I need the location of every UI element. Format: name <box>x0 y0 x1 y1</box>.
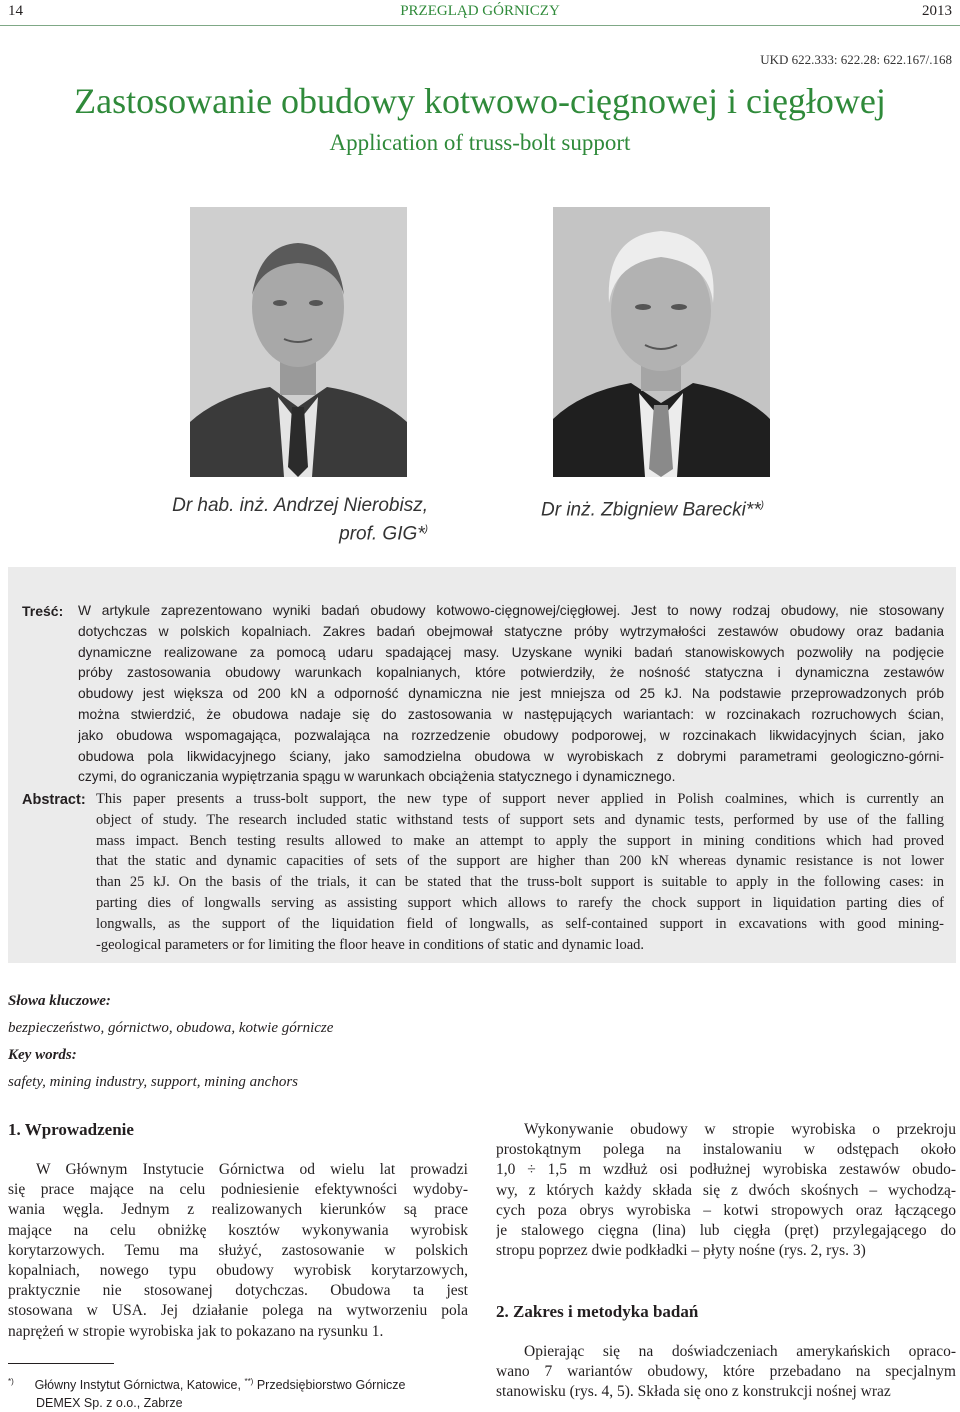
text-line: praktycznie nie stosowanej dotychczas. Obudowa ta jest <box>8 1282 468 1300</box>
text-line: je stalowego cięgna (lina) lub cięgła (pręt) przylegającego do <box>496 1222 956 1240</box>
section-2-heading: 2. Zakres i metodyka badań <box>496 1302 699 1321</box>
running-header <box>0 0 960 24</box>
journal-name: PRZEGLĄD GÓRNICZY <box>400 3 560 19</box>
text-line: korytarzowych. Temu ma służyć, zastosowanie w polskich <box>8 1241 468 1259</box>
text-line: prostokątnym polega na instalowaniu w odstępach około <box>496 1141 956 1159</box>
text-line: obudowy jest większa od 200 kN a odporność dynamiczna nie jest mniejsza od 25 kJ. Na podstawie przeprowadzonych prób <box>78 686 944 702</box>
text-line: dotychczas w polskich kopalniach. Zakres badań obejmował statyczne próby wytrzymałości zestawów obudowy oraz badania <box>78 623 944 639</box>
text-line: 1,0 ÷ 1,5 m wzdłuż osi podłużnej wyrobiska zestawów obudo- <box>496 1161 956 1179</box>
footnote: *) Główny Instytut Górnictwa, Katowice, **) Przedsiębiorstwo Górnicze DEMEX Sp. z o.o., Zabrze <box>8 1377 406 1411</box>
text-line: wy, z których każdy składa się z dwóch skośnych – wychodzą- <box>496 1181 956 1199</box>
text-line: -geological parameters or for limiting the floor heave in conditions of static and dynamic load. <box>96 936 645 953</box>
tresc-label: Treść: <box>22 603 64 619</box>
text-line: W artykule zaprezentowano wyniki badań obudowy kotwowo-cięgnowej/cięgłowej. Jest to nowy rodzaj obudowy, nie stosowany <box>78 603 944 618</box>
abstract-text <box>96 789 944 955</box>
year: 2013 <box>922 3 952 19</box>
text-line: mające na celu obniżkę kosztów wykonywania wyrobisk <box>8 1221 468 1239</box>
text-line: Wykonywanie obudowy w stropie wyrobiska o przekroju <box>524 1121 956 1138</box>
abstract-label: Abstract: <box>22 792 86 808</box>
text-line: cych poza obrys wyrobiska – kotwi stropowych oraz łączącego <box>496 1201 956 1219</box>
text-line: than 25 kJ. On the basis of the trials, it can be stated that the truss-bolt support is suitable to apply in the following cases: in <box>96 874 944 891</box>
keywords-en-label: Key words: <box>8 1047 77 1063</box>
text-line: obudowa pola likwidacyjnego ściany, jako samodzielna obudowa w wyrobiskach z dobrymi parametrami geologiczno-górni- <box>78 748 944 764</box>
keywords-block <box>8 988 333 1096</box>
keywords-pl-label: Słowa kluczowe: <box>8 993 111 1009</box>
footnote-rule <box>8 1363 114 1364</box>
tresc-text <box>78 601 944 788</box>
article-title: Zastosowanie obudowy kotwowo-cięgnowej i cięgłowej <box>74 81 886 121</box>
author-photo-barecki <box>553 207 770 477</box>
ukd-code: UKD 622.333: 622.28: 622.167/.168 <box>760 52 952 67</box>
text-line: się prace mające na celu podniesienie efektywności wydoby- <box>8 1181 468 1199</box>
keywords-en: safety, mining industry, support, mining anchors <box>8 1074 299 1090</box>
text-line: stropu poprzez dwie podkładki – płyty nośne (rys. 2, rys. 3) <box>496 1242 866 1260</box>
author-name-line: Dr hab. inż. Andrzej Nierobisz, <box>172 495 428 516</box>
text-line: kopalniach, nowego typu obudowy wyrobisk korytarzowych, <box>8 1262 468 1280</box>
header-rule <box>0 25 960 26</box>
article-subtitle: Application of truss-bolt support <box>329 130 631 155</box>
section-2-body <box>496 1342 956 1403</box>
section-1-body <box>8 1160 468 1342</box>
text-line: parting dies of longwalls serving as assisting support which allows to rarefy the chock support in liquidation parting dies of <box>96 894 944 911</box>
text-line: naprężeń w stropie wyrobiska jak to pokazano na rysunku 1. <box>8 1322 384 1340</box>
author-affil-line: prof. GIG*) <box>339 523 428 545</box>
text-line: próby zastosowania obudowy warunkach kopalnianych, które potwierdziły, że nośność statyczna i dynamiczna zestawów <box>78 665 944 681</box>
text-line: mass impact. Bench testing results allowed to make an attempt to apply the support in mining conditions which had proved <box>96 832 944 849</box>
text-line: można stwierdzić, że obudowa nadaje się do zastosowania w następujących wariantach: w rozcinakach rozruchowych ścian, <box>78 706 944 722</box>
author-name-barecki: Dr inż. Zbigniew Barecki**) <box>541 499 764 521</box>
text-line: This paper presents a truss-bolt support, the new type of support never applied in Polish coalmines, which is currently an <box>96 791 944 807</box>
author-photo-nierobisz <box>190 207 407 477</box>
page-number: 14 <box>8 3 23 19</box>
text-line: wano 7 wariantów obudowy, które przebadano na specjalnym <box>496 1363 956 1381</box>
text-line: object of study. The research included static withstand tests of support sets and dynamic tests, performed by use of the falling <box>96 811 944 828</box>
text-line: stosowana w USA. Jej działanie polega na wytworzeniu pola <box>8 1302 468 1320</box>
text-line: longwalls, as the support of the liquidation field of longwalls, as self-contained support in excavations with good mining- <box>96 915 944 932</box>
text-line: W Głównym Instytucie Górnictwa od wielu lat prowadzi <box>36 1161 468 1178</box>
keywords-pl: bezpieczeństwo, górnictwo, obudowa, kotwie górnicze <box>8 1020 334 1036</box>
text-line: czymi, do ograniczania wypiętrzania spągu w warunkach obciążenia statycznego i dynamicznego. <box>78 769 676 785</box>
text-line: stanowisku (rys. 4, 5). Składa się ono z konstrukcji nośnej wraz <box>496 1383 891 1401</box>
text-line: wania węgla. Jednym z realizowanych kierunków są prace <box>8 1201 468 1219</box>
text-line: Opierając się na doświadczeniach amerykańskich opraco- <box>524 1343 956 1360</box>
text-line: jako obudowa wspomagająca, pozwalająca na rozrzedzenie obudowy podporowej, w rozcinakach likwidacyjnych ścian, jako <box>78 727 944 743</box>
author-name-nierobisz <box>110 494 428 546</box>
section-1-heading: 1. Wprowadzenie <box>8 1120 134 1139</box>
text-line: dynamiczne realizowane za pomocą udaru spadającej masy. Uzyskane wyniki badań stanowiskowych pozwoliły na podjęcie <box>78 644 944 660</box>
right-column-body <box>496 1120 956 1261</box>
text-line: that the static and dynamic capacities of sets of the support are higher than 200 kN whereas dynamic resistance is not lower <box>96 853 944 870</box>
